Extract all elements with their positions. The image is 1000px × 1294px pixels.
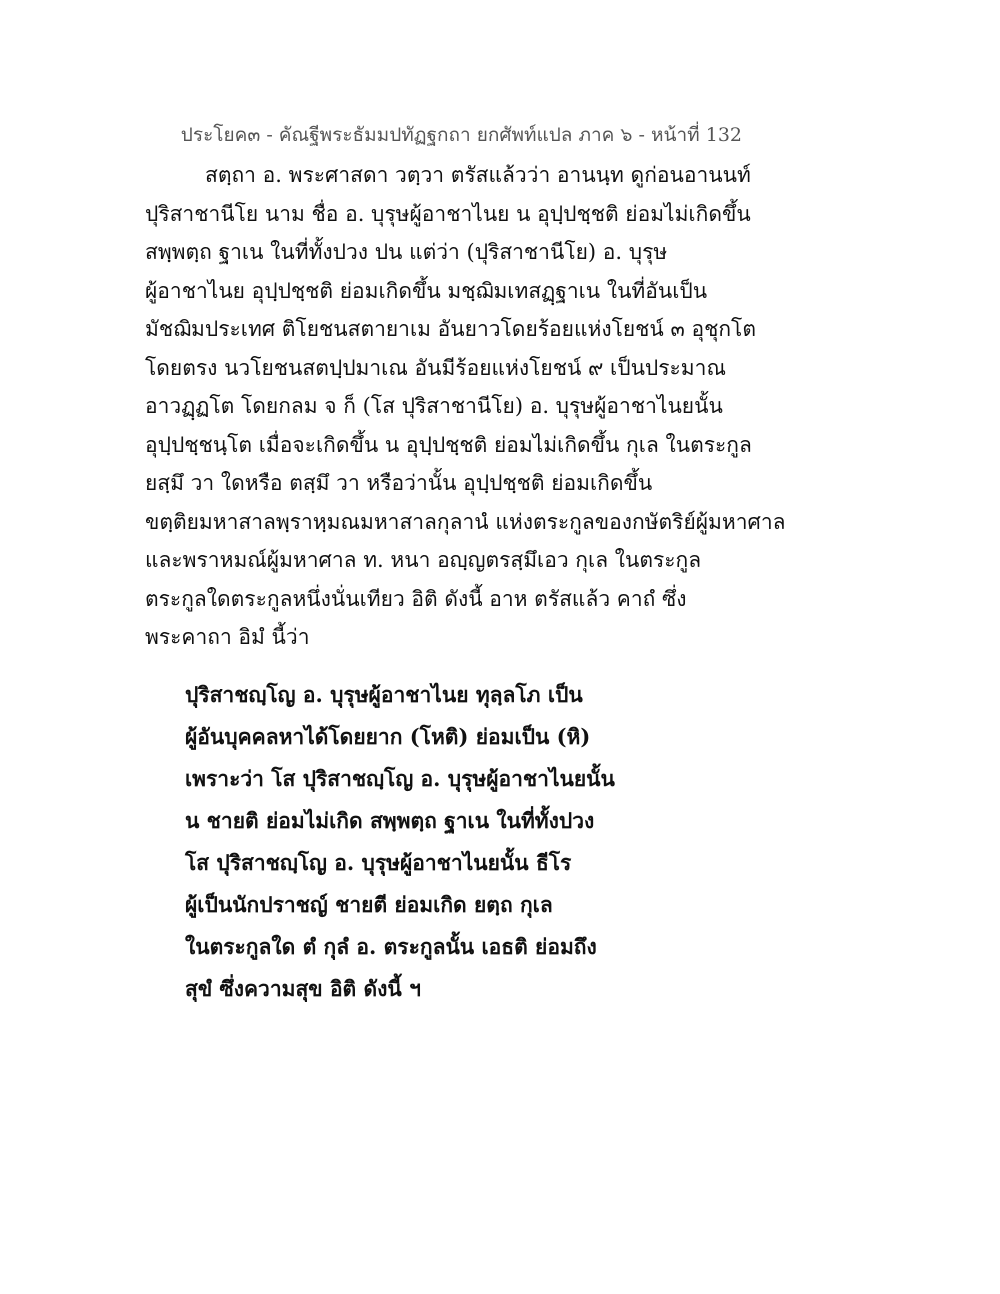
text-line: ยสฺมึ วา ใดหรือ ตสฺมึ วา หรือว่านั้น อุปฺปชฺชติ ย่อมเกิดขึ้น bbox=[145, 471, 653, 495]
text-line: ผู้อาชาไนย อุปฺปชฺชติ ย่อมเกิดขึ้น มชฺฌิมเทสฏฺฐาเน ในที่อันเป็น bbox=[145, 278, 708, 303]
verse-line: โส ปุริสาชญฺโญ อ. บุรุษผู้อาชาไนยนั้น ธีโร bbox=[185, 850, 572, 875]
text-line: ปุริสาชานีโย นาม ชื่อ อ. บุรุษผู้อาชาไนย น อุปฺปชฺชติ ย่อมไม่เกิดขึ้น bbox=[145, 201, 751, 226]
text-line: อาวฏฺฏโต โดยกลม จ ก็ (โส ปุริสาชานีโย) อ. บุรุษผู้อาชาไนยนั้น bbox=[145, 394, 723, 418]
running-header: ประโยค๓ - คัณฐีพระธัมมปทัฏฐกถา ยกศัพท์แปล ภาค ๖ - หน้าที่ 132 bbox=[180, 124, 742, 146]
text-line: ตระกูลใดตระกูลหนึ่งนั่นเทียว อิติ ดังนี้ อาห ตรัสแล้ว คาถํ ซึ่ง bbox=[145, 586, 687, 611]
verse-line: น ชายติ ย่อมไม่เกิด สพฺพตฺถ ฐาเน ในที่ทั้งปวง bbox=[185, 808, 595, 833]
text-line: สพฺพตฺถ ฐาเน ในที่ทั้งปวง ปน แต่ว่า (ปุริสาชานีโย) อ. บุรุษ bbox=[145, 240, 668, 264]
text-line: พระคาถา อิมํ นี้ว่า bbox=[145, 625, 310, 649]
text-line: ขตฺติยมหาสาลพฺราหฺมณมหาสาลกุลานํ แห่งตระกูลของกษัตริย์ผู้มหาศาล bbox=[145, 509, 786, 534]
verse-line: ปุริสาชญฺโญ อ. บุรุษผู้อาชาไนย ทุลฺลโภ เป็น bbox=[185, 682, 583, 707]
verse-block bbox=[185, 674, 745, 1010]
verse-line: ผู้อันบุคคลหาได้โดยยาก (โหติ) ย่อมเป็น (หิ) bbox=[185, 724, 591, 749]
verse-line: ในตระกูลใด ตํ กุลํ อ. ตระกูลนั้น เอธติ ย่อมถึง bbox=[185, 934, 597, 959]
verse-line: ผู้เป็นนักปราชญ์ ชายตี ย่อมเกิด ยตฺถ กุเล bbox=[185, 892, 553, 917]
text-line: โดยตรง นวโยชนสตปฺปมาเณ อันมีร้อยแห่งโยชน์ ๙ เป็นประมาณ bbox=[145, 355, 726, 380]
verse-line: สุขํ ซึ่งความสุข อิติ ดังนี้ ฯ bbox=[185, 976, 421, 1001]
text-line: อุปฺปชฺชนฺโต เมื่อจะเกิดขึ้น น อุปฺปชฺชติ ย่อมไม่เกิดขึ้น กุเล ในตระกูล bbox=[145, 432, 752, 457]
text-line: สตฺถา อ. พระศาสดา วตฺวา ตรัสแล้วว่า อานนฺท ดูก่อนอานนท์ bbox=[205, 163, 751, 187]
body-paragraph bbox=[145, 156, 786, 657]
verse-line: เพราะว่า โส ปุริสาชญฺโญ อ. บุรุษผู้อาชาไนยนั้น bbox=[185, 766, 615, 791]
text-line: มัชฌิมประเทศ ติโยชนสตายาเม อันยาวโดยร้อยแห่งโยชน์ ๓ อุชุกโต bbox=[145, 317, 756, 341]
text-line: และพราหมณ์ผู้มหาศาล ท. หนา อญฺญตรสฺมึเอว กุเล ในตระกูล bbox=[145, 548, 702, 572]
